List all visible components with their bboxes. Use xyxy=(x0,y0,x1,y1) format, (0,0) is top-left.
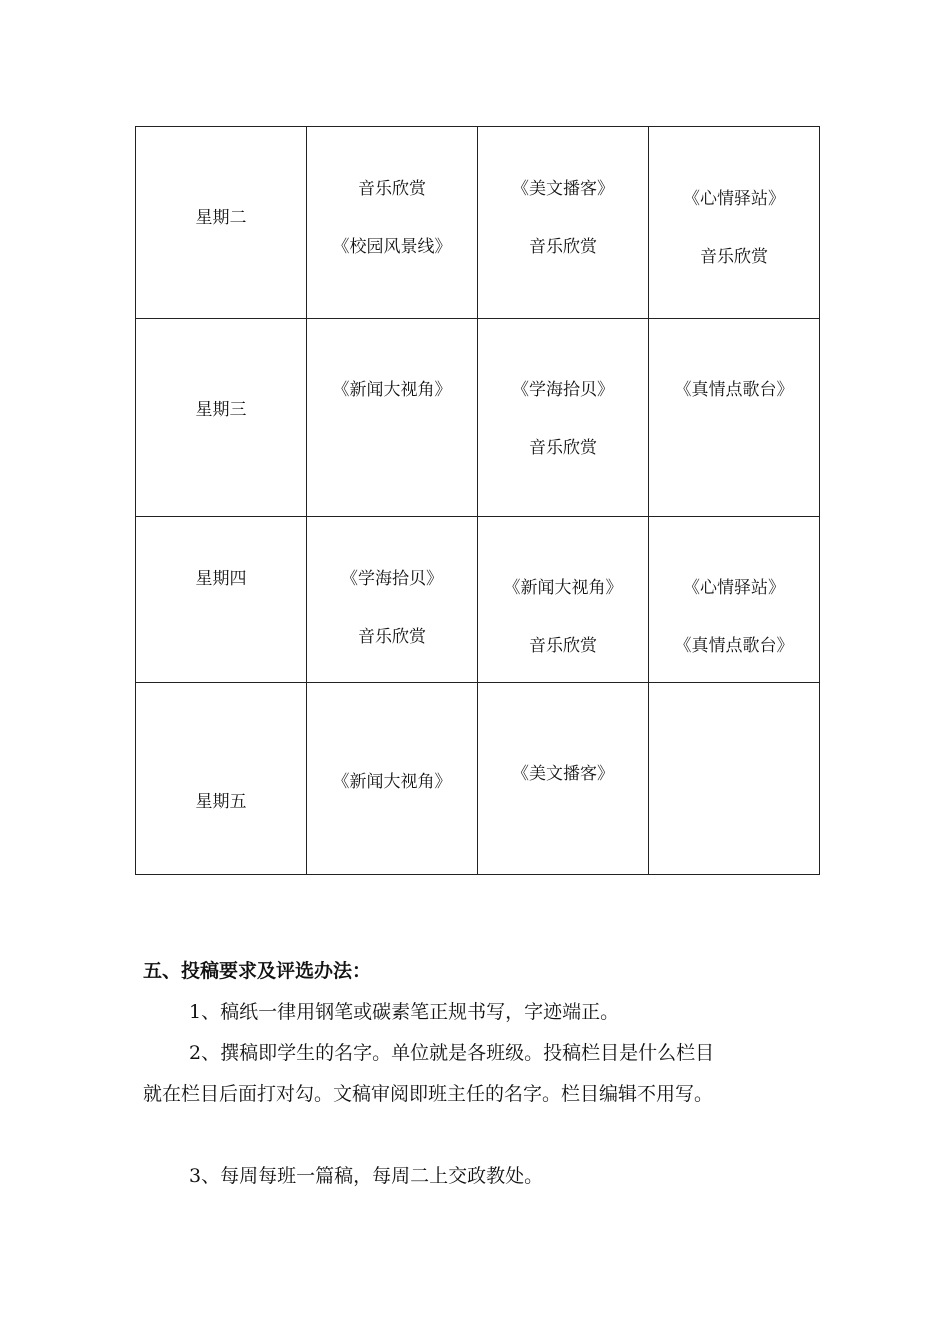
day-label: 星期五 xyxy=(195,792,247,812)
program-item: 《新闻大视角》 xyxy=(332,772,452,792)
program-cell xyxy=(307,319,478,517)
day-cell xyxy=(136,683,307,875)
program-cell xyxy=(649,319,820,517)
empty-cell xyxy=(649,683,820,875)
section-heading: 五、投稿要求及评选办法： xyxy=(143,960,372,982)
requirement-item-2-line-1: 2、撰稿即学生的名字。单位就是各班级。投稿栏目是什么栏目 xyxy=(189,1042,715,1064)
program-item: 《心情驿站》 xyxy=(683,578,785,598)
program-item: 音乐欣赏 xyxy=(358,179,426,199)
program-item: 音乐欣赏 xyxy=(529,237,597,257)
program-item: 音乐欣赏 xyxy=(529,636,597,656)
program-cell xyxy=(649,127,820,319)
day-label: 星期三 xyxy=(195,400,247,420)
program-item: 《真情点歌台》 xyxy=(674,636,794,656)
day-cell xyxy=(136,517,307,683)
program-item: 《学海拾贝》 xyxy=(341,569,443,589)
program-cell xyxy=(649,517,820,683)
table-row xyxy=(136,319,820,517)
program-cell xyxy=(478,319,649,517)
program-item: 音乐欣赏 xyxy=(529,438,597,458)
requirement-item-1: 1、稿纸一律用钢笔或碳素笔正规书写，字迹端正。 xyxy=(189,1001,620,1023)
table-row xyxy=(136,517,820,683)
table-row xyxy=(136,683,820,875)
program-cell xyxy=(478,517,649,683)
program-cell xyxy=(478,683,649,875)
program-item: 《新闻大视角》 xyxy=(332,380,452,400)
day-label: 星期四 xyxy=(195,569,247,589)
program-item: 《学海拾贝》 xyxy=(512,380,614,400)
program-item: 音乐欣赏 xyxy=(358,627,426,647)
program-item: 《新闻大视角》 xyxy=(503,578,623,598)
requirement-item-2-line-2: 就在栏目后面打对勾。文稿审阅即班主任的名字。栏目编辑不用写。 xyxy=(143,1083,714,1105)
day-label: 星期二 xyxy=(195,208,247,228)
requirement-item-3: 3、每周每班一篇稿，每周二上交政教处。 xyxy=(189,1165,544,1187)
program-item: 音乐欣赏 xyxy=(700,247,768,267)
program-item: 《真情点歌台》 xyxy=(674,380,794,400)
program-item: 《心情驿站》 xyxy=(683,189,785,209)
program-item: 《校园风景线》 xyxy=(332,237,452,257)
program-schedule-table xyxy=(135,126,820,875)
day-cell xyxy=(136,319,307,517)
program-cell xyxy=(307,127,478,319)
table-row xyxy=(136,127,820,319)
day-cell xyxy=(136,127,307,319)
program-cell xyxy=(307,683,478,875)
program-cell xyxy=(478,127,649,319)
program-item: 《美文播客》 xyxy=(512,179,614,199)
program-cell xyxy=(307,517,478,683)
program-item: 《美文播客》 xyxy=(512,764,614,784)
